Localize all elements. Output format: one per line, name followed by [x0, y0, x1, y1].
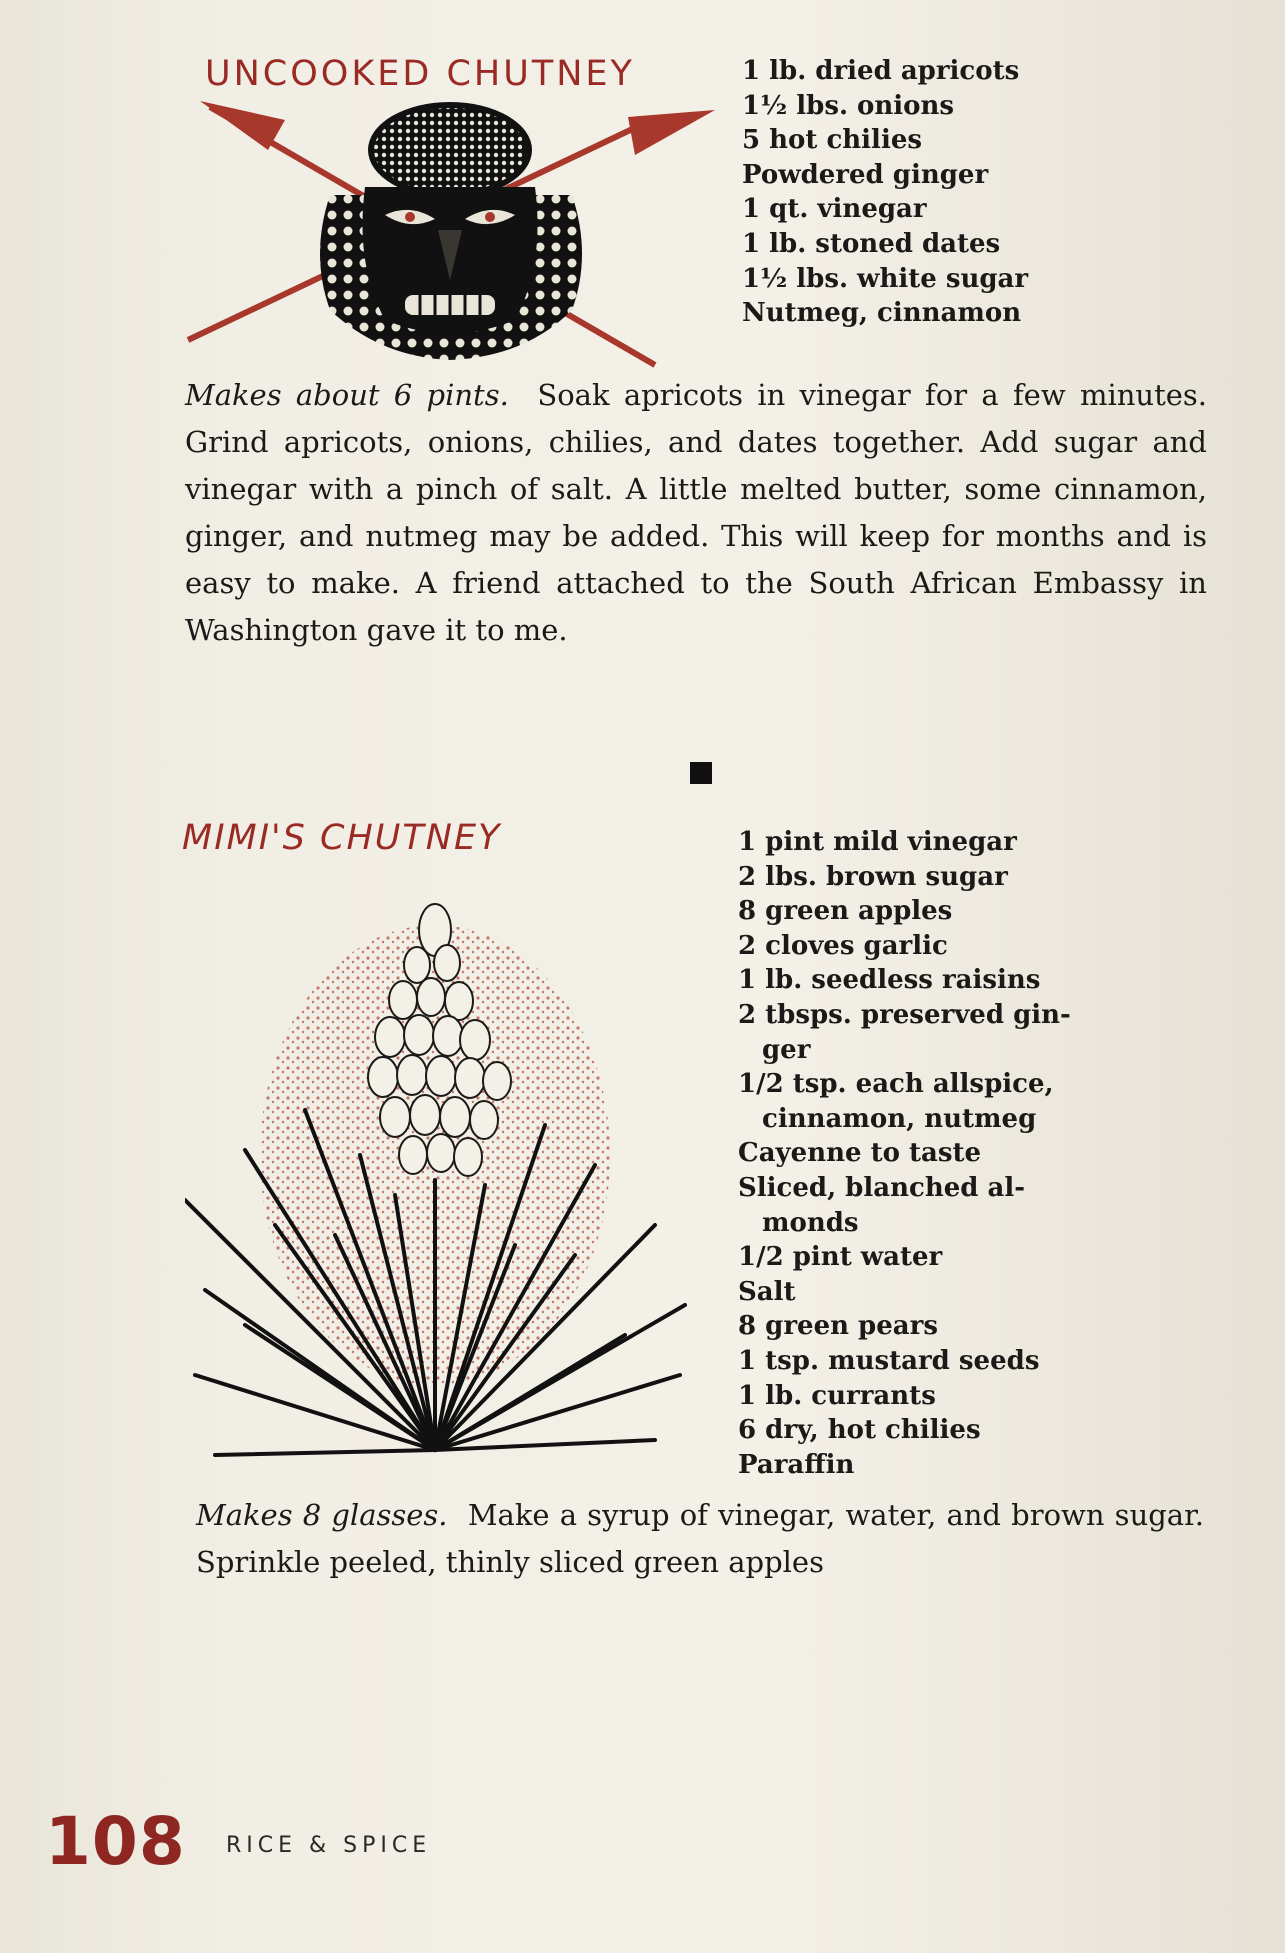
- ingredient-item: 1 qt. vinegar: [742, 194, 927, 225]
- ingredient-item: 1 lb. stoned dates: [742, 228, 1001, 259]
- ingredient-item: 1½ lbs. onions: [742, 90, 955, 121]
- ingredient-item: 2 tbsps. preserved gin-: [738, 999, 1071, 1030]
- ingredient-item: ger: [762, 1034, 811, 1065]
- ingredient-item: 6 dry, hot chilies: [738, 1415, 981, 1446]
- ingredient-item: Powdered ginger: [742, 159, 989, 190]
- instructions-text: Soak apricots in vinegar for a few minutes. Grind apricots, onions, chilies, and dates together. Add sugar and vinegar with a pinch of salt. A little melted butter, some cinnamon, ginger, and nutmeg may be added. This will keep for months and is easy to make. A friend attached to the South African Embassy in Washington gave it to me.: [185, 378, 1207, 647]
- ingredient-item: 2 lbs. brown sugar: [738, 861, 1008, 892]
- recipe-title-uncooked-chutney: UNCOOKED CHUTNEY: [205, 54, 635, 94]
- yield-text: Makes 8 glasses.: [196, 1498, 448, 1532]
- yucca-plant-illustration: [185, 895, 695, 1460]
- ingredient-item: 1 lb. currants: [738, 1380, 936, 1411]
- section-divider-square: [690, 762, 712, 784]
- ingredient-item: Nutmeg, cinnamon: [742, 298, 1022, 329]
- ingredient-item: Paraffin: [738, 1449, 855, 1480]
- ingredient-item: Cayenne to taste: [738, 1138, 982, 1169]
- ingredient-item: 8 green apples: [738, 896, 953, 927]
- page-number: 108: [45, 1803, 186, 1880]
- ingredient-item: 1 pint mild vinegar: [738, 827, 1017, 857]
- tribal-mask-illustration: [180, 95, 730, 370]
- ingredient-item: Salt: [738, 1276, 796, 1307]
- recipe-instructions-mimis-chutney: [196, 1492, 1204, 1586]
- ingredient-item: 1 lb. dried apricots: [742, 56, 1020, 86]
- ingredient-item: 1 tsp. mustard seeds: [738, 1345, 1040, 1376]
- ingredient-item: 1/2 tsp. each allspice,: [738, 1069, 1054, 1100]
- instructions-text: Make a syrup of vinegar, water, and brown sugar. Sprinkle peeled, thinly sliced green apples: [196, 1498, 1204, 1579]
- ingredient-item: 2 cloves garlic: [738, 930, 948, 961]
- ingredient-item: 1½ lbs. white sugar: [742, 263, 1029, 294]
- ingredient-list-uncooked-chutney: [742, 54, 1028, 331]
- recipe-title-mimis-chutney: MIMI'S CHUTNEY: [182, 818, 502, 858]
- ingredient-item: 5 hot chilies: [742, 125, 922, 156]
- recipe-instructions-uncooked-chutney: [185, 372, 1207, 654]
- yield-text: Makes about 6 pints.: [185, 378, 509, 412]
- ingredient-item: 1/2 pint water: [738, 1242, 943, 1273]
- ingredient-list-mimis-chutney: [738, 825, 1071, 1482]
- ingredient-item: cinnamon, nutmeg: [762, 1103, 1037, 1134]
- ingredient-item: Sliced, blanched al-: [738, 1172, 1026, 1203]
- ingredient-item: 8 green pears: [738, 1311, 938, 1342]
- running-head: RICE & SPICE: [226, 1833, 432, 1858]
- ingredient-item: 1 lb. seedless raisins: [738, 965, 1041, 996]
- ingredient-item: monds: [762, 1207, 859, 1238]
